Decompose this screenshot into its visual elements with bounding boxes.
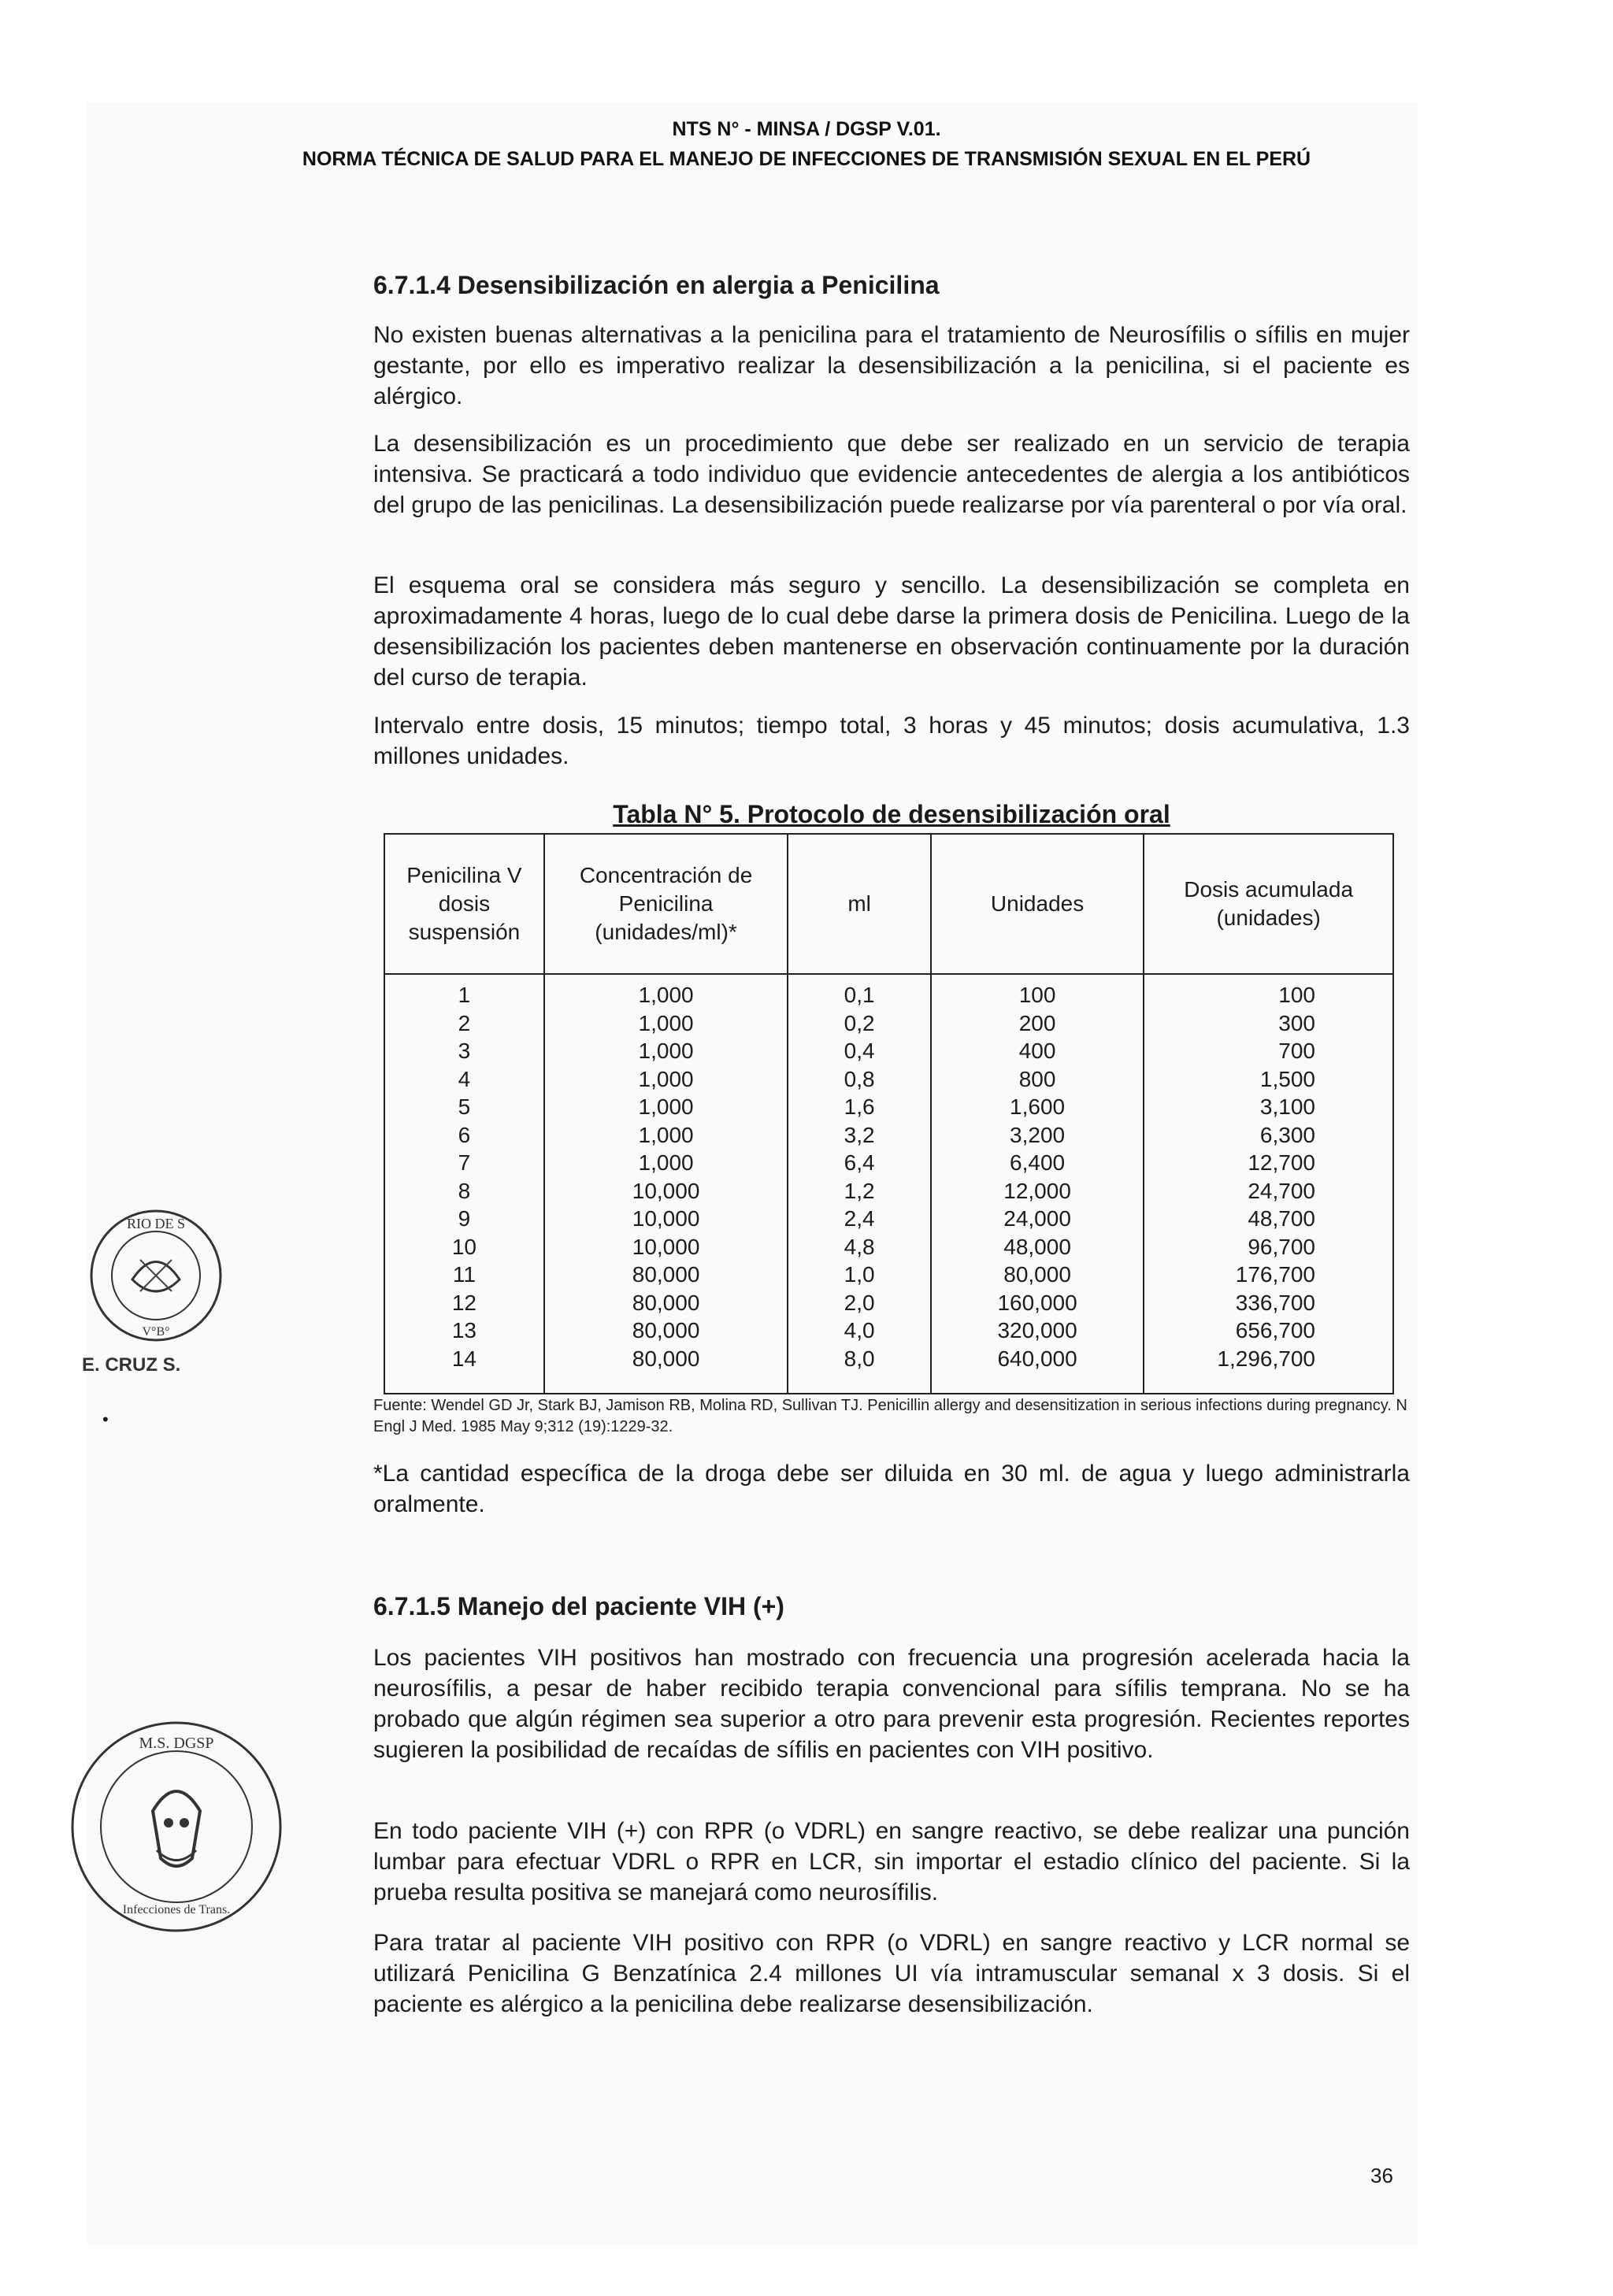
table-row (384, 1093, 1393, 1121)
section-heading: 6.7.1.4 Desensibilización en alergia a Penicilina (373, 271, 940, 299)
desensitization-table (384, 833, 1394, 1394)
table-cell: 6,4 (788, 1149, 931, 1177)
table-cell: 2 (384, 1009, 544, 1038)
table-cell: 160,000 (931, 1289, 1144, 1317)
table-row (384, 1177, 1393, 1205)
column-header: Concentración de Penicilina (unidades/ml)* (544, 834, 788, 974)
section-desensibilizacion (373, 269, 1410, 301)
table-row (384, 1065, 1393, 1094)
table-row (384, 1149, 1393, 1177)
table-cell: 300 (1144, 1009, 1393, 1038)
table-cell: 1,296,700 (1144, 1345, 1393, 1394)
table-header-row (384, 834, 1393, 974)
table-cell: 1,000 (544, 974, 788, 1009)
page-number: 36 (1370, 2164, 1393, 2187)
table-cell: 7 (384, 1149, 544, 1177)
section-vih (373, 1591, 1410, 1622)
table-cell: 400 (931, 1037, 1144, 1065)
table-cell: 1,000 (544, 1093, 788, 1121)
table-cell: 4,0 (788, 1316, 931, 1345)
paragraph: En todo paciente VIH (+) con RPR (o VDRL) en sangre reactivo, se debe realizar una punción lumbar para efectuar VDRL o RPR en LCR, sin importar el estadio clínico del paciente. Si la prueba resulta positiva se manejará como neurosífilis. (373, 1818, 1410, 1905)
decorative-dot: • (102, 1409, 109, 1429)
table-cell: 1,000 (544, 1065, 788, 1094)
table-cell: 5 (384, 1093, 544, 1121)
table-cell: 1 (384, 974, 544, 1009)
svg-text:V°B°: V°B° (142, 1325, 170, 1339)
table-cell: 1,000 (544, 1149, 788, 1177)
table-row (384, 1261, 1393, 1289)
table-cell: 8 (384, 1177, 544, 1205)
seal-caption: E. CRUZ S. (82, 1354, 181, 1376)
section-heading: 6.7.1.5 Manejo del paciente VIH (+) (373, 1592, 784, 1620)
column-header: Penicilina V dosis suspensión (384, 834, 544, 974)
table-caption: Tabla N° 5. Protocolo de desensibilización oral (613, 800, 1170, 828)
paragraph: No existen buenas alternativas a la penicilina para el tratamiento de Neurosífilis o sífilis en mujer gestante, por ello es imperativo realizar la desensibilización a la penicilina, si el paciente es alérgico. (373, 322, 1410, 409)
table-cell: 24,000 (931, 1205, 1144, 1233)
table-cell: 4 (384, 1065, 544, 1094)
table-cell: 1,000 (544, 1121, 788, 1150)
table-cell: 3 (384, 1037, 544, 1065)
table-cell: 14 (384, 1345, 544, 1394)
table-cell: 3,200 (931, 1121, 1144, 1150)
table-cell: 80,000 (544, 1345, 788, 1394)
table-cell: 80,000 (544, 1261, 788, 1289)
table-cell: 10 (384, 1233, 544, 1261)
table-cell: 3,100 (1144, 1093, 1393, 1121)
column-header: Dosis acumulada (unidades) (1144, 834, 1393, 974)
column-header: ml (788, 834, 931, 974)
ministry-seal (85, 1205, 227, 1362)
table-cell: 1,0 (788, 1261, 931, 1289)
table-cell: 12 (384, 1289, 544, 1317)
table-cell: 96,700 (1144, 1233, 1393, 1261)
paragraph: El esquema oral se considera más seguro y sencillo. La desensibilización se completa en aproximadamente 4 horas, luego de lo cual debe darse la primera dosis de Penicilina. Luego de la desensibilización los pacientes deben mantenerse en observación continuamente por la duración del curso de terapia. (373, 572, 1410, 691)
svg-text:M.S. DGSP: M.S. DGSP (139, 1735, 214, 1752)
table-cell: 4,8 (788, 1233, 931, 1261)
table-cell: 10,000 (544, 1205, 788, 1233)
svg-text:RIO DE S: RIO DE S (126, 1216, 186, 1231)
table-cell: 13 (384, 1316, 544, 1345)
table-row (384, 1345, 1393, 1394)
table-row (384, 1316, 1393, 1345)
table-cell: 1,000 (544, 1009, 788, 1038)
table-cell: 0,8 (788, 1065, 931, 1094)
table-row (384, 1289, 1393, 1317)
table-cell: 800 (931, 1065, 1144, 1094)
table-cell: 11 (384, 1261, 544, 1289)
table-cell: 320,000 (931, 1316, 1144, 1345)
table-cell: 10,000 (544, 1177, 788, 1205)
table-cell: 12,000 (931, 1177, 1144, 1205)
table-cell: 80,000 (544, 1316, 788, 1345)
table-cell: 3,2 (788, 1121, 931, 1150)
table-cell: 1,2 (788, 1177, 931, 1205)
table-cell: 700 (1144, 1037, 1393, 1065)
table-cell: 8,0 (788, 1345, 931, 1394)
table-cell: 24,700 (1144, 1177, 1393, 1205)
table-cell: 48,000 (931, 1233, 1144, 1261)
table-cell: 640,000 (931, 1345, 1144, 1394)
svg-text:Infecciones de Trans.: Infecciones de Trans. (122, 1903, 231, 1916)
table-cell: 6 (384, 1121, 544, 1150)
table-row (384, 974, 1393, 1009)
table-cell: 48,700 (1144, 1205, 1393, 1233)
table-row (384, 1037, 1393, 1065)
document-code: NTS N° - MINSA / DGSP V.01. (672, 118, 941, 140)
table-row (384, 1233, 1393, 1261)
dgsp-seal (66, 1716, 287, 1937)
document-title: NORMA TÉCNICA DE SALUD PARA EL MANEJO DE INFECCIONES DE TRANSMISIÓN SEXUAL EN EL PERÚ (302, 148, 1311, 170)
paragraph: Los pacientes VIH positivos han mostrado con frecuencia una progresión acelerada hacia la neurosífilis, a pesar de haber recibido terapia convencional para sífilis temprana. No se ha probado que algún régimen sea superior a otro para prevenir esta progresión. Recientes reportes sugieren la posibilidad de recaídas de sífilis en pacientes con VIH positivo. (373, 1645, 1410, 1763)
table-source: Fuente: Wendel GD Jr, Stark BJ, Jamison RB, Molina RD, Sullivan TJ. Penicillin allergy and desensitization in serious infections during pregnancy. N Engl J Med. 1985 May 9;312 (19):1229-32. (373, 1397, 1407, 1435)
paragraph: Intervalo entre dosis, 15 minutos; tiempo total, 3 horas y 45 minutos; dosis acumulativa, 1.3 millones unidades. (373, 713, 1410, 769)
paragraph: Para tratar al paciente VIH positivo con RPR (o VDRL) en sangre reactivo y LCR normal se utilizará Penicilina G Benzatínica 2.4 millones UI vía intramuscular semanal x 3 dosis. Si el paciente es alérgico a la penicilina debe realizarse desensibilización. (373, 1930, 1410, 2017)
table-cell: 2,4 (788, 1205, 931, 1233)
table-cell: 336,700 (1144, 1289, 1393, 1317)
table-footnote: *La cantidad específica de la droga debe ser diluida en 30 ml. de agua y luego administrarla oralmente. (373, 1461, 1410, 1517)
table-cell: 1,500 (1144, 1065, 1393, 1094)
table-cell: 100 (1144, 974, 1393, 1009)
table-cell: 176,700 (1144, 1261, 1393, 1289)
table-cell: 1,6 (788, 1093, 931, 1121)
table-cell: 2,0 (788, 1289, 931, 1317)
table-cell: 80,000 (544, 1289, 788, 1317)
table-cell: 1,000 (544, 1037, 788, 1065)
table-cell: 0,2 (788, 1009, 931, 1038)
table-cell: 1,600 (931, 1093, 1144, 1121)
table-cell: 12,700 (1144, 1149, 1393, 1177)
table-row (384, 1205, 1393, 1233)
table-row (384, 1121, 1393, 1150)
table-cell: 0,4 (788, 1037, 931, 1065)
table-cell: 6,400 (931, 1149, 1144, 1177)
table-row (384, 1009, 1393, 1038)
table-cell: 9 (384, 1205, 544, 1233)
table-cell: 100 (931, 974, 1144, 1009)
table-cell: 656,700 (1144, 1316, 1393, 1345)
table-cell: 0,1 (788, 974, 931, 1009)
table-cell: 80,000 (931, 1261, 1144, 1289)
table-cell: 6,300 (1144, 1121, 1393, 1150)
table-cell: 10,000 (544, 1233, 788, 1261)
table-cell: 200 (931, 1009, 1144, 1038)
column-header: Unidades (931, 834, 1144, 974)
paragraph: La desensibilización es un procedimiento que debe ser realizado en un servicio de terapia intensiva. Se practicará a todo individuo que evidencie antecedentes de alergia a los antibióticos del grupo de las penicilinas. La desensibilización puede realizarse por vía parenteral o por vía oral. (373, 431, 1410, 518)
